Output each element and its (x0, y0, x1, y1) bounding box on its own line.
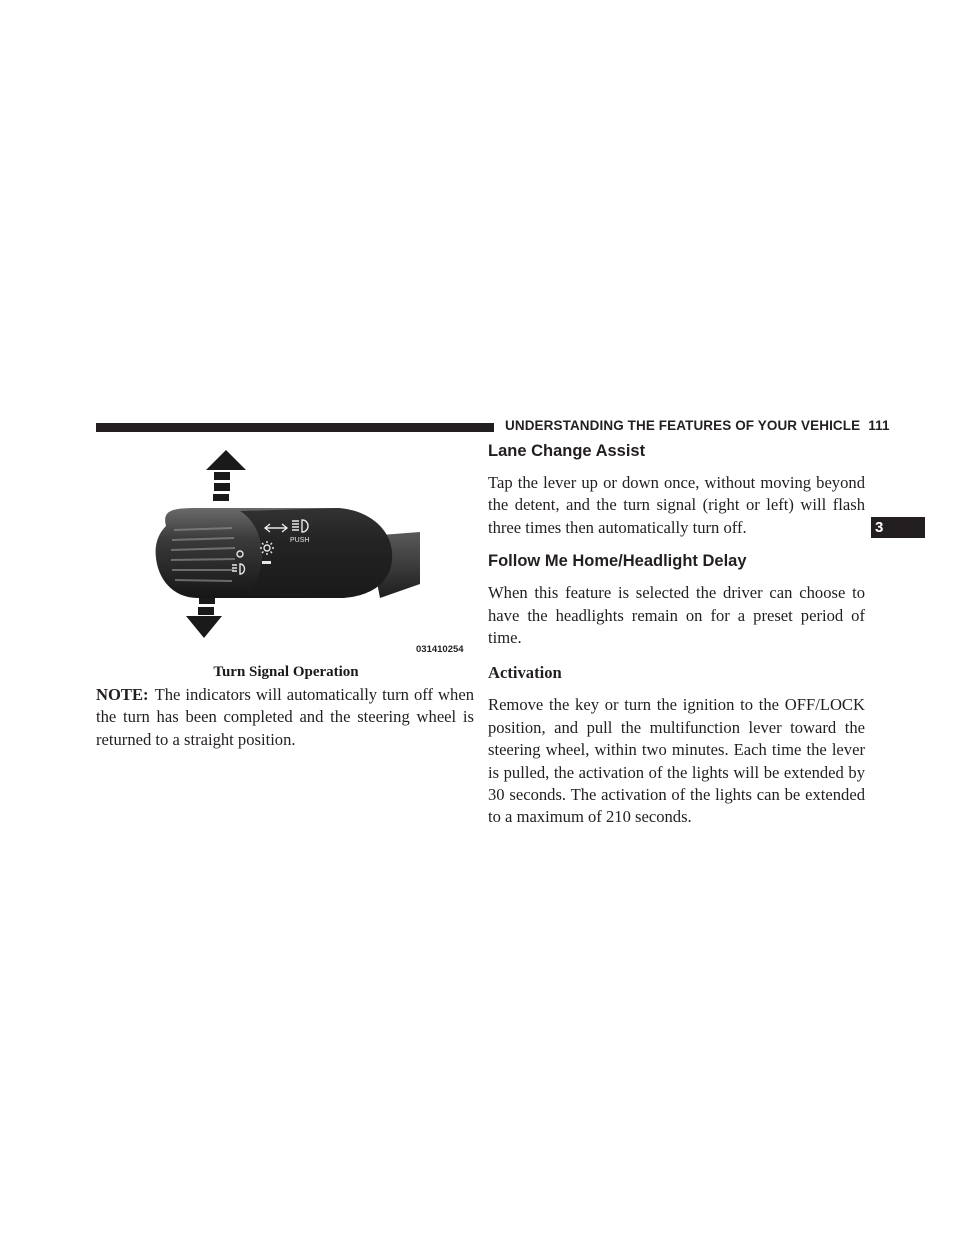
body-lane-change-assist: Tap the lever up or down once, without moving beyond the detent, and the turn signal (right or left) will flash three times then automatically turn off. (488, 473, 865, 537)
turn-signal-lever-illustration (128, 448, 476, 658)
heading-activation: Activation (488, 663, 562, 683)
figure-code: 031410254 (416, 644, 464, 655)
figure-caption: Turn Signal Operation (213, 664, 359, 680)
running-header (505, 418, 890, 433)
lever-indicator-mark (262, 561, 271, 564)
note-paragraph (96, 684, 474, 751)
page-number: 111 (868, 418, 890, 433)
turn-signal-figure (128, 448, 476, 658)
chapter-tab: 3 (871, 517, 925, 538)
up-arrow-icon (206, 450, 246, 501)
header-rule (96, 423, 494, 432)
body-activation: Remove the key or turn the ignition to the OFF/LOCK position, and pull the multifunction lever toward the steering wheel, within two minutes. Each time the lever is pulled, the activation of the lights will be extended by 30 seconds. The activation of the lights can be extended to a maximum of 210 seconds. (488, 695, 865, 827)
note-label: NOTE: (96, 685, 149, 704)
right-column (488, 440, 865, 829)
body-follow-me-home: When this feature is selected the driver can choose to have the headlights remain on for a preset period of time. (488, 583, 865, 648)
heading-follow-me-home: Follow Me Home/Headlight Delay (488, 552, 747, 571)
section-title: UNDERSTANDING THE FEATURES OF YOUR VEHICLE (505, 418, 861, 433)
note-text: The indicators will automatically turn off when the turn has been completed and the steering wheel is returned to a straight position. (96, 685, 474, 749)
heading-lane-change-assist: Lane Change Assist (488, 442, 646, 460)
push-label: PUSH (290, 537, 310, 544)
left-column (96, 684, 474, 751)
